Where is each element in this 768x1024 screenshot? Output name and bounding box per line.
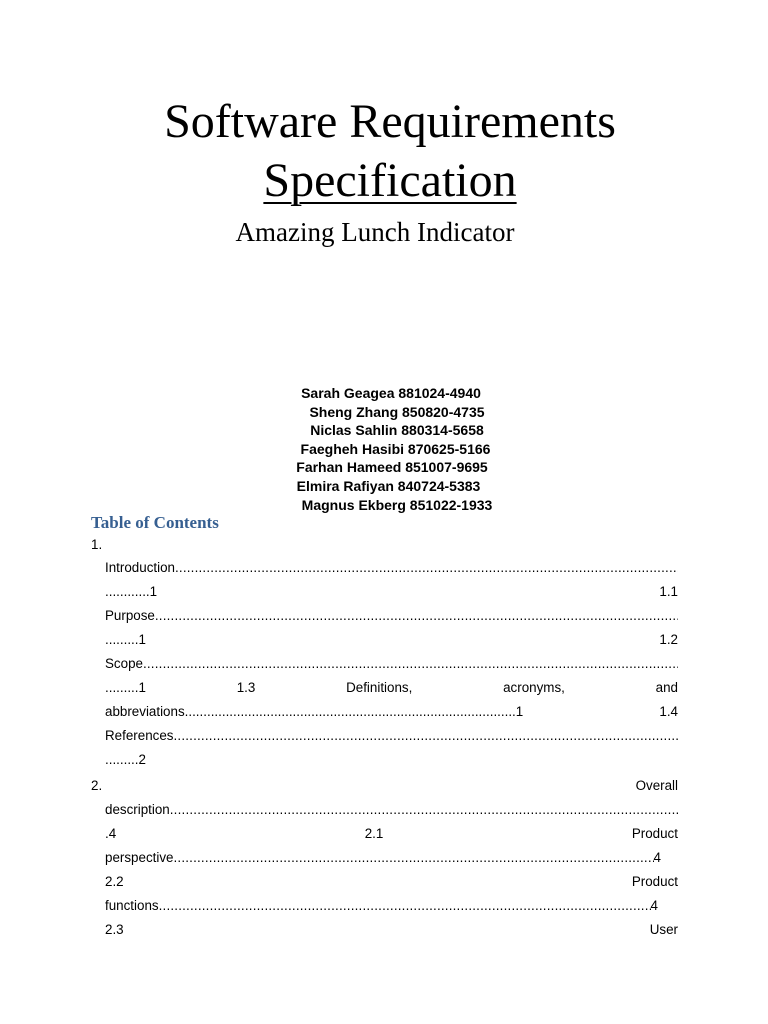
toc-text: Definitions, xyxy=(346,680,413,695)
toc-text: .........1 xyxy=(105,680,146,695)
toc-text: description xyxy=(105,802,170,817)
toc-line xyxy=(105,631,678,649)
toc-text: 1. xyxy=(91,537,103,552)
document-title-underlined: Specification xyxy=(263,154,517,207)
author: Niclas Sahlin 880314-5658 xyxy=(310,422,484,439)
toc-line xyxy=(105,751,305,769)
toc-text: User xyxy=(649,922,678,937)
toc-line xyxy=(105,897,658,915)
toc-line xyxy=(105,703,678,721)
toc-line xyxy=(105,583,678,601)
toc-line xyxy=(105,727,678,745)
toc-text: 2.2 xyxy=(105,874,124,889)
author: Sheng Zhang 850820-4735 xyxy=(309,403,485,420)
toc-page-number: 4 xyxy=(650,898,658,913)
toc-text: 2.3 xyxy=(105,922,124,937)
toc-line xyxy=(105,801,678,819)
toc-leader-dots xyxy=(159,897,651,915)
author-list xyxy=(0,384,768,514)
toc-line xyxy=(91,777,678,795)
toc-leader-dots xyxy=(173,849,653,867)
toc-line xyxy=(105,849,661,867)
toc-text: 1.3 xyxy=(236,680,256,695)
toc-text: 2.1 xyxy=(364,826,384,841)
toc-text: functions xyxy=(105,898,159,913)
toc-text: Overall xyxy=(635,778,678,793)
toc-text: acronyms, xyxy=(503,680,565,695)
toc-leader-dots xyxy=(170,801,678,819)
author: Farhan Hameed 851007-9695 xyxy=(296,459,488,476)
toc-line xyxy=(105,559,678,577)
toc-page-number: 4 xyxy=(653,850,661,865)
toc-leader-dots xyxy=(173,727,678,745)
author: Magnus Ekberg 851022-1933 xyxy=(301,496,493,513)
toc-text: Purpose xyxy=(105,608,155,623)
toc-text: ............1 xyxy=(105,584,158,599)
toc-text: and xyxy=(655,680,678,695)
document-subtitle: Amazing Lunch Indicator xyxy=(235,217,515,247)
document-title-line-2 xyxy=(0,153,768,209)
toc-line xyxy=(105,655,678,673)
toc-line xyxy=(105,921,678,939)
author: Faegheh Hasibi 870625-5166 xyxy=(300,440,491,457)
toc-text: 1.4 xyxy=(659,704,678,719)
toc-line xyxy=(105,607,678,625)
toc-line xyxy=(105,679,678,697)
document-title-line-1: Software Requirements xyxy=(164,95,616,148)
toc-leader-dots xyxy=(143,655,678,673)
toc-line xyxy=(105,873,678,891)
toc-text: 1.2 xyxy=(659,632,678,647)
toc-text: perspective xyxy=(105,850,174,865)
toc-text: Product xyxy=(631,874,678,889)
toc-text: Scope xyxy=(105,656,143,671)
author: Elmira Rafiyan 840724-5383 xyxy=(296,477,481,494)
toc-text: References xyxy=(105,728,174,743)
toc-text: .4 xyxy=(105,826,117,841)
toc-heading: Table of Contents xyxy=(91,513,219,532)
toc-text: 2. xyxy=(91,778,103,793)
toc-text: .........2 xyxy=(105,752,146,767)
author: Sarah Geagea 881024-4940 xyxy=(301,385,481,401)
toc-text: Introduction xyxy=(105,560,175,575)
toc-text: .........1 xyxy=(105,632,146,647)
toc-text: 1.1 xyxy=(659,584,678,599)
toc-line xyxy=(91,536,191,554)
toc-text: Product xyxy=(631,826,678,841)
toc-leader-dots xyxy=(155,607,678,625)
toc-line xyxy=(105,825,678,843)
toc-leader-dots xyxy=(175,559,678,577)
toc-text: abbreviations.........................................................................................1 xyxy=(105,704,524,719)
